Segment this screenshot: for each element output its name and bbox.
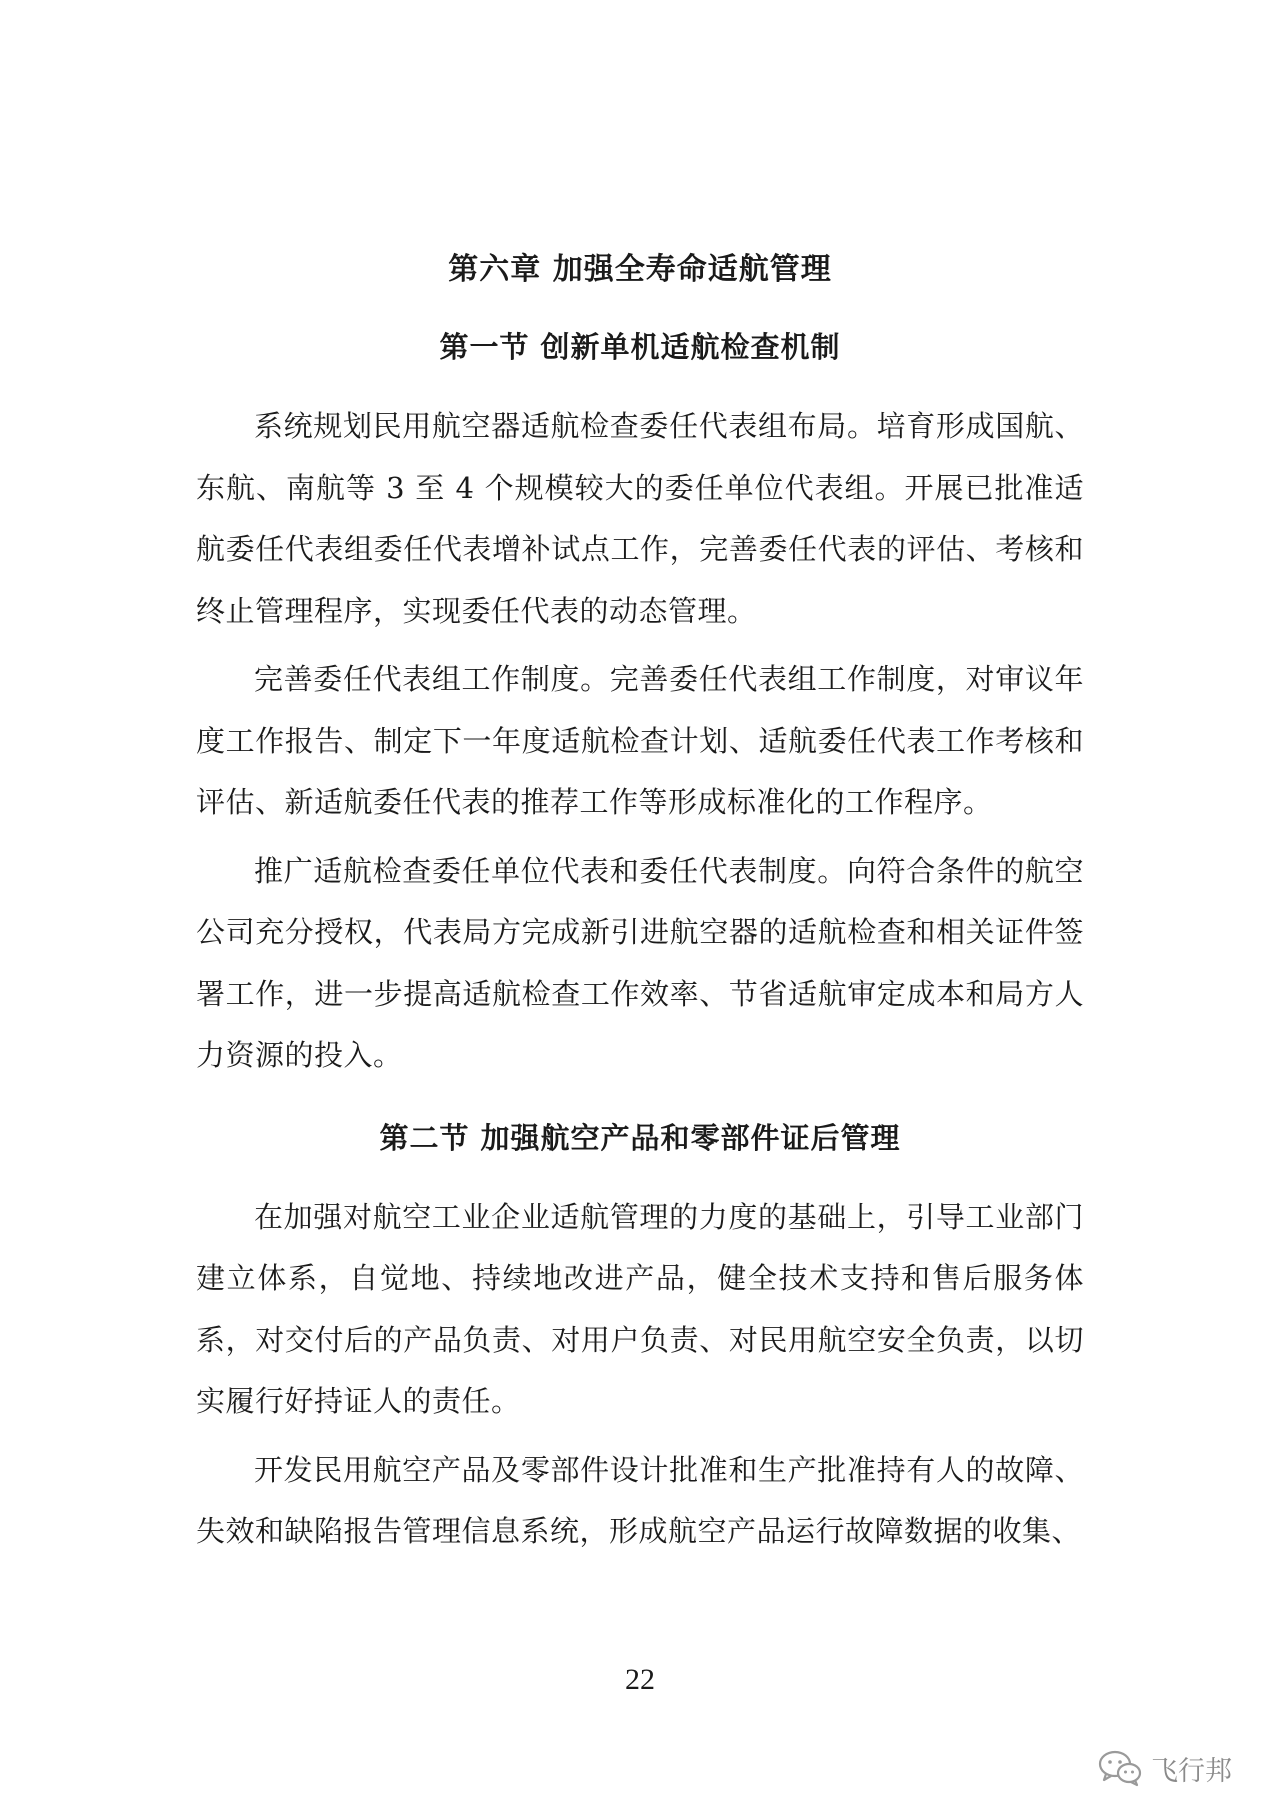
wechat-icon <box>1097 1749 1143 1787</box>
section-title-1: 第一节 创新单机适航检查机制 <box>439 330 841 364</box>
watermark-text: 飞行邦 <box>1151 1755 1232 1787</box>
chapter-title: 第六章 加强全寿命适航管理 <box>448 252 832 287</box>
page-content <box>196 244 1084 1570</box>
paragraph: 开发民用航空产品及零部件设计批准和生产批准持有人的故障、失效和缺陷报告管理信息系统，形成航空产品运行故障数据的收集、 <box>196 1452 1084 1548</box>
section-title-2: 第二节 加强航空产品和零部件证后管理 <box>379 1120 901 1155</box>
paragraph: 推广适航检查委任单位代表和委任代表制度。向符合条件的航空公司充分授权，代表局方完成新引进航空器的适航检查和相关证件签署工作，进一步提高适航检查工作效率、节省适航审定成本和局方人力资源的投入。 <box>196 853 1084 1072</box>
paragraph: 完善委任代表组工作制度。完善委任代表组工作制度，对审议年度工作报告、制定下一年度适航检查计划、适航委任代表工作考核和评估、新适航委任代表的推荐工作等形成标准化的工作程序。 <box>196 662 1084 819</box>
page-number: 22 <box>625 1663 655 1696</box>
watermark <box>1097 1748 1232 1788</box>
paragraph: 系统规划民用航空器适航检查委任代表组布局。培育形成国航、东航、南航等 3 至 4 个规模较大的委任单位代表组。开展已批准适航委任代表组委任代表增补试点工作，完善委任代表的评估、考核和终止管理程序，实现委任代表的动态管理。 <box>196 409 1084 628</box>
paragraph: 在加强对航空工业企业适航管理的力度的基础上，引导工业部门建立体系，自觉地、持续地改进产品，健全技术支持和售后服务体系，对交付后的产品负责、对用户负责、对民用航空安全负责，以切实履行好持证人的责任。 <box>196 1199 1084 1418</box>
